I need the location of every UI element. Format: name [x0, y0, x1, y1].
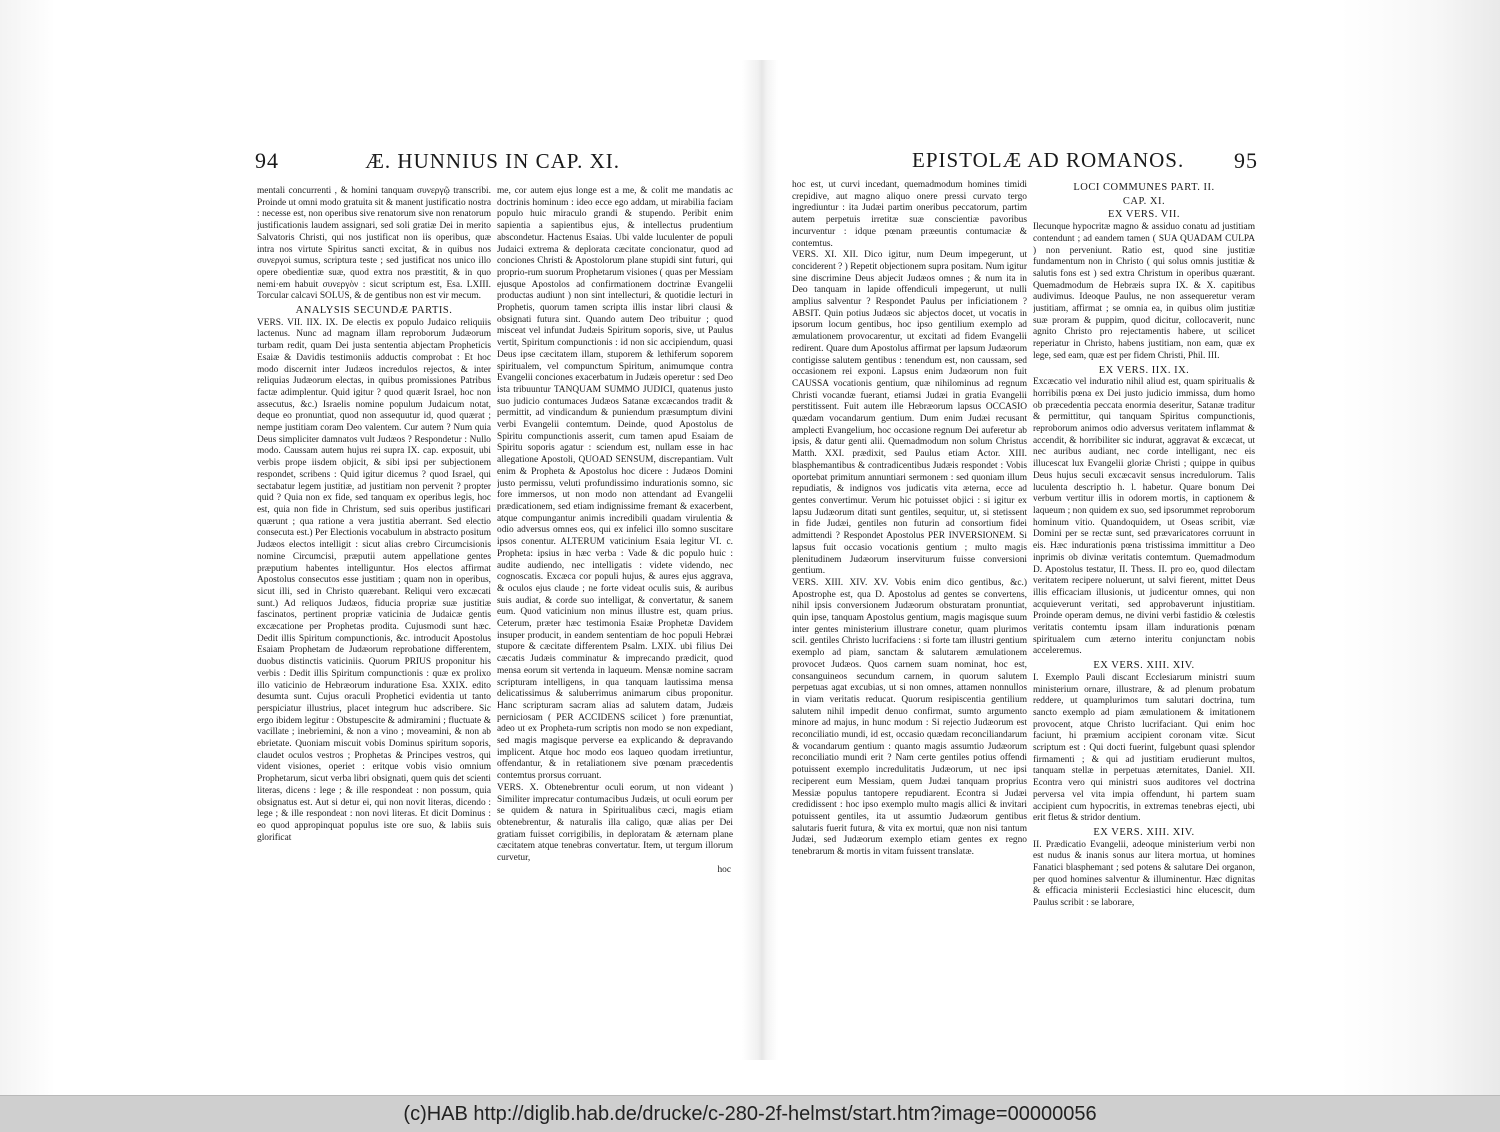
binding-gutter	[742, 60, 778, 1060]
left-page-edge	[0, 0, 55, 1095]
copyright-footer	[0, 1095, 1500, 1132]
section-heading: LOCI COMMUNES PART. II.	[1073, 182, 1215, 193]
section-heading: EX VERS. XIII. XIV.	[1093, 826, 1195, 838]
left-running-head	[255, 148, 725, 178]
right-running-head	[912, 148, 1258, 178]
paragraph: me, cor autem ejus longe est a me, & colit me mandatis ac doctrinis hominum : ideo ecce ego addam, ut mirabilia faciam populo huic miraculo grandi & stupendo. Peribit enim sapientia a sapientibus ejus, & intellectus prudentium abscondetur. Hactenus Esaias. Ubi valde luculenter de populi Judaici extrema & deplorata cæcitate concionatur, quod ad conciones Christi & Apostolorum plane stupidi sint futuri, qui proprio-rum suorum Prophetarum visiones ( quas per Messiam ejusque Apostolos ad confirmationem doctrinæ Evangelii productas audiunt ) non sint intellecturi, & quotidie lecturi in Prophetis, quorum tamen scripta illis instar libri clausi & obsignati futura sint. Quando autem Deo tribuitur ; quod misceat vel infundat Judæis Spiritum soporis, sive, ut Paulus vertit, Spiritum compunctionis : id non sic accipiendum, quasi Deus ipse cæcitatem illam, stuporem & lethiferum soporem spiritualem, vel compunctum Spiritum, animumque contra Evangelii conciones exacerbatum in Judæis operetur : sed Deo ista tribuuntur TANQUAM SUMMO JUDICI, quatenus justo suo judicio contumaces Judæos Satanæ excæcandos tradit & permittit, ad vindicandum & puniendum præsumptum divini verbi Evangelii contemtum. Deinde, quod Apostolus de Spiritu compunctionis asserit, cum tamen apud Esaiam de Spiritu soporis agatur : sciendum est, nullam esse in hac allegatione Apostoli, QUOAD SENSUM, discrepantiam. Vult enim & Propheta & Apostolus hoc dicere : Judæos Domini justo permissu, veluti profundissimo indurationis somno, sic fore immersos, ut non modo non attendant ad Evangelii prædicationem, sed etiam indignissime fremant & exacerbent, atque compungantur animis incredibili quadam virulentia & odio adversus omnes eos, qui ex infelici illo somno suscitare ipsos conentur. ALTERUM vaticinium Esaia legitur VI. c. Propheta: ipsius in hæc verba : Vade & dic populo huic : audite audiendo, nec intelligatis : videte videndo, nec cognoscatis. Excæca cor populi hujus, & aures ejus aggrava, & oculos ejus claude ; ne forte videat oculis suis, & auribus suis audiat, & corde suo intelligat, & convertatur, & sanem eum. Quod vaticinium non minus illustre est, quam prius. Ceterum, præter hæc testimonia Esaiæ Prophetæ Davidem insuper producit, in eandem sententiam de hoc populi Hebræi stupore & cæcitate differentem Psalm. LXIX. ubi filius Dei cæcatis Judæis comminatur & imprecando prædicit, quod mensa eorum sit vertenda in laqueum. Mensæ nomine sacram scripturam intelligens, in qua tanquam lautissima mensa delicatissimus & saluberrimus animarum cibus proponitur. Hanc scripturam sacram alias ad salutem datam, Judæis perniciosam ( PER ACCIDENS scilicet ) fore prænuntiat, adeo ut ex Propheta-rum scriptis non modo se non expediant, sed magis magisque perverse ea explicando & depravando implicent. Atque hoc modo eos laqueo quodam irretiuntur, offendantur, & in retaliationem sive pœnam præcedentis contemtus prorsus corruant.	[497, 186, 733, 782]
right-running-title: EPISTOLÆ AD ROMANOS.	[912, 148, 1185, 172]
paragraph: Excæcatio vel induratio nihil aliud est, quam spiritualis & horribilis pœna ex Dei justo judicio immissa, dum homo ob præcedentia peccata enormia deseritur, Satanæ traditur & permittitur, qui tanquam Spiritus compunctionis, reproborum animos odio adversus veritatem inflammat & accendit, & horribiliter sic indurat, aggravat & excæcat, ut nec auribus audiant, nec corde intelligant, nec eis illucescat lux Evangelii gloriæ Christi ; quippe in quibus Deus hujus seculi excæcavit sensus incredulorum. Talis luculenta descriptio h. l. habetur. Quare bonum Dei verbum vertitur illis in odorem mortis, in captionem & laqueum ; non quidem ex suo, sed ipsorummet reproborum hominum vitio. Quandoquidem, ut Oseas scribit, viæ Domini per se rectæ sunt, sed prævaricatores corruunt in eis. Hæc indurationis pœna tristissima immittitur a Deo inprimis ob divinæ veritatis contemtum. Quemadmodum D. Apostolus testatur, II. Thess. II. pro eo, quod dilectam veritatem recipere noluerunt, ut salvi fierent, mittet Deus illis efficaciam illusionis, ut judicentur omnes, qui non acquieverunt veritati, sed approbaverunt injustitiam. Proinde operam demus, ne divini verbi fastidio & cœlestis veritatis contemtu ipsam illam indurationis pœnam spiritualem cum æterno interitu conjunctam nobis acceleremus.	[1033, 377, 1255, 657]
left-page-column-2	[497, 186, 733, 989]
section-heading: EX VERS. XIII. XIV.	[1093, 660, 1195, 672]
footer-source-url: (c)HAB http://diglib.hab.de/drucke/c-280-2f-helmst/start.htm?image=00000056	[403, 1103, 1097, 1125]
right-page-column-2	[1033, 180, 1255, 980]
paragraph: VERS. XIII. XIV. XV. Vobis enim dico gentibus, &c.) Apostrophe est, qua D. Apostolus ad gentes se convertens, nihil ipsis conversionem Judæorum obsturatam pronuntiat, quin ipse, tanquam Apostolus gentium, magis magisque suum inter gentes ministerium illustrare conetur, quam plurimos scil. gentiles Christo lucrifaciens : si forte tam illustri gentium exemplo ad piam, sanctam & salutarem æmulationem provocet Judæos. Quos carnem suam nominat, hoc est, consanguineos secundum carnem, in quorum salutem perpetuas agat excubias, ut si non omnes, attamen nonnullos in viam veritatis reducat. Quorum resipiscentia gentilium salutem nihil impedit denuo confirmat, sumto argumento minore ad majus, in hunc modum : Si rejectio Judæorum est reconciliatio mundi, id est, occasio quædam reconciliandarum & vocandarum gentium : quanto magis assumtio Judæorum reconciliatio mundi erit ? Nam certe gentiles potius offendi potuissent exemplo incredulitatis Judæorum, ut nec ipsi reciperent eum Messiam, quem Judæi tanquam proprius Messiæ populus tantopere repudiarent. Econtra si Judæi credidissent : hoc ipso exemplo multo magis allici & invitari potuissent gentiles, ita ut assumtio Judæorum gentibus salutaris fuerit futura, & vita ex mortui, quæ non nisi tantum Judæi, sed Judæorum exemplo etiam gentes ex regno tenebrarum & mortis in vitam fuissent translatæ.	[792, 577, 1027, 858]
paragraph: VERS. VII. IIX. IX. De electis ex populo Judaico reliquiis lactenus. Nunc ad magnam illam reproborum Judæorum turbam redit, quam Dei justa sententia abjectam Propheticis Esaiæ & Davidis testimoniis adductis comprobat : Et hoc modo discernit inter Judæos incredulos rejectos, & inter reliquias Judæorum electas, in quibus promissiones Patribus factæ adimplentur. Quid igitur ? quod quærit Israel, hoc non assecutus, &c.) Israelis nomine populum Judaicum notat, deque eo pronuntiat, quod non assequutur id, quod quærat ; nempe justitiam coram Deo valentem. Cur autem ? Num quia Deus simpliciter damnatos vult Judæos ? Respondetur : Nullo modo. Caussam autem hujus rei supra IX. cap. exposuit, ubi verbis prope iisdem objicit, & sibi ipsi per subjectionem respondet, scribens : Quid igitur dicemus ? quod Israel, qui sectabatur legem justitiæ, ad justitiam non pervenit ? propter quid ? Quia non ex fide, sed tanquam ex operibus legis, hoc est, quia non fide in Christum, sed suis operibus justificari quærunt ; qua ratione a vera justitia aberrant. Sed electio consecuta est.) Per Electionis vocabulum in abstracto positum Judæos electos intelligit : sicut alias crebro Circumcisionis nomine Circumcisi, præputii autem appellatione gentes præputium habentes intelliguntur. Hos electos affirmat Apostolus consecutos esse justitiam ; quam non in operibus, sicut illi, sed in Christo quærebant. Reliqui vero excæcati sunt.) Ad reliquos Judæos, fiducia propriæ suæ justitiæ fascinatos, pertinent propriæ vaticinia de Judaicæ gentis excæcatione per Prophetas prodita. Cujusmodi sunt hæc. Dedit illis Spiritum compunctionis, &c. introducit Apostolus Esaiam Prophetam de Judæorum reprobatione differentem, duobus distinctis vaticiniis. Quorum PRIUS proponitur his verbis : Dedit illis Spiritum compunctionis : quæ ex prolixo illo vaticinio de Hebræorum induratione Esa. XXIX. edito desumta sunt. Cujus oraculi Prophetici evidentia ut tanto perspiciatur illustrius, placet integrum huc adscribere. Sic ergo ibidem legitur : Obstupescite & admiramini ; fluctuate & vacillate ; inebriemini, & non a vino ; moveamini, & non ab ebrietate. Quoniam miscuit vobis Dominus spiritum soporis, claudet oculos vestros ; Prophetas & Principes vestros, qui vident visiones, operiet : eritque vobis visio omnium Prophetarum, sicut verba libri obsignati, quem quis det scienti literas, dicens : lege ; & ille respondeat : non possum, quia obsignatus est. Aut si detur ei, qui non novit literas, dicendo : lege ; & ille respondeat : non novi literas. Et dicit Dominus : eo quod appropinquat populus iste ore suo, & labiis suis glorificat	[257, 317, 491, 843]
section-heading: EX VERS. VII.	[1107, 209, 1181, 221]
left-running-title: Æ. HUNNIUS IN CAP. XI.	[365, 149, 621, 173]
paragraph: II. Prædicatio Evangelii, adeoque ministerium verbi non est nudus & inanis sonus aur litera mortua, ut homines Fanatici blasphemant ; sed potens & salutare Dei organon, per quod homines salventur & illuminentur. Hæc dignitas & efficacia ministerii Ecclesiastici hinc elucescit, dum Paulus scribit : se laborare,	[1033, 839, 1255, 909]
paragraph: hoc est, ut curvi incedant, quemadmodum homines timidi crepidive, aut magno aliquo onere pressi curvato tergo ingrediuntur : ita Judæi partim oneribus peccatorum, partim autem perpetuis irretitæ suæ conscientiæ pavoribus incurventur : idque pœnam præeuntis contumaciæ & contemtus.	[792, 180, 1027, 249]
catchword: hoc	[717, 864, 731, 875]
right-page-number: 95	[1234, 148, 1258, 173]
right-page-column-1	[792, 180, 1027, 980]
paragraph: VERS. X. Obtenebrentur oculi eorum, ut non videant ) Similiter imprecatur contumacibus Judæis, ut oculi eorum per se quidem & natura in Spiritualibus cæci, magis etiam obtenebrentur, & naturalis illa caligo, quæ alias per Dei gratiam fuisset corrigibilis, in deploratam & æternam plane cæcitatem atque tenebras convertatur. Item, ut tergum illorum curvetur,	[497, 782, 733, 864]
paragraph: mentali concurrenti , & homini tanquam συνεργῷ transcribi. Proinde ut omni modo gratuita sit & manent justificatio nostra : necesse est, non operibus sive renatorum sive non renatorum justificationis laudem assignari, sed soli gratiæ Dei in merito Salvatoris Christi, qui nos justificat non iis operibus, quæ intra nos virtute Spiritus sancti excitat, & in quibus nos συνεργοὶ sumus, scriptura teste ; sed justificat nos unico illo opere obedientiæ suæ, quod extra nos præstitit, & in quo nemi·em habuit συνεργὸν : sicut scriptum est, Esa. LXIII. Torcular calcavi SOLUS, & de gentibus non est vir mecum.	[257, 186, 491, 302]
section-heading: EX VERS. IIX. IX.	[1098, 364, 1190, 376]
paragraph: Ilecunque hypocritæ magno & assiduo conatu ad justitiam contendunt ; ad eandem tamen ( SUA QUADAM CULPA ) non perveniunt. Ratio est, quod sine justitiæ fundamentum non in Christo ( qui solus omnis justitiæ & salutis fons est ) sed extra Christum in operibus quærant. Quemadmodum de Hebræis supra IX. & X. capitibus audivimus. Ideoque Paulus, ne non assequeretur veram justitiam, affirmat ; se omnia ea, in quibus olim justitiæ suæ proram & puppim, quod dicitur, collocaverit, nunc agnito Christo pro rejectamentis habere, ut scilicet reperiatur in Christo, habens justitiam, non eam, quæ ex lege, sed eam, quæ est per fidem Christi, Phil. III.	[1033, 222, 1255, 361]
section-heading: ANALYSIS SECUNDÆ PARTIS.	[295, 305, 453, 317]
paragraph: I. Exemplo Pauli discant Ecclesiarum ministri suum ministerium ornare, illustrare, & ad plenum probatum reddere, ut quamplurimos tum salutari doctrina, tum sancto exemplo ad piam æmulationem & imitationem provocent, atque Christo lucrifaciant. Qui enim hoc faciunt, hi præmium accipient coronam vitæ. Sicut scriptum est : Qui docti fuerint, fulgebunt quasi splendor firmamenti ; & qui ad justitiam erudierunt multos, tanquam stellæ in perpetuas æternitates, Daniel. XII. Econtra vero qui ministri suos auditores vel doctrina perversa vel vita impia offendunt, hi partem suam accipient cum hypocritis, in extremas tenebras ejecti, ubi erit fletus & stridor dentium.	[1033, 672, 1255, 824]
left-page-column-1	[257, 186, 491, 989]
left-page-number: 94	[255, 148, 279, 173]
paragraph: VERS. XI. XII. Dico igitur, num Deum impegerunt, ut conciderent ? ) Repetit objectionem supra positam. Num igitur sine discrimine Deus abjecit Judæos omnes ; & num ita in Deo tanquam in lapide offendiculi impegerunt, ut nulli amplius salventur ? Respondet Paulus per inficiationem ? ABSIT. Quin potius Judæos sic abjectos docet, ut vocatis in ipsorum locum gentibus, hoc ipso gentilium exemplo ad æmulationem provocarentur, ut excitati ad fidem Evangelii redirent. Quare dum Apostolus affirmat per lapsum Judæorum contigisse salutem gentibus : tenendum est, non caussam, sed occasionem rei exponi. Lapsus enim Judæorum non fuit CAUSSA vocationis gentium, quæ nihilominus ad regnum Christi vocandæ fuerant, etiamsi Judæi in gratia Evangelii perstitissent. Fuit autem ille Hebræorum lapsus OCCASIO quædam vocandarum gentium. Dum enim Judæi recusant amplecti Evangelium, hoc occasione regnum Dei auferetur ab ipsis, & datur genti alii. Quemadmodum non solum Christus Matth. XXI. prædixit, sed Paulus etiam Actor. XIII. blasphemantibus & contradicentibus Judæis respondet : Vobis oportebat primitum annuntiari sermonem : sed quoniam illum repudiatis, & indignos vos judicatis vita æterna, ecce ad gentes convertimur. Verum hic potuisset objici : si igitur ex lapsu Judæorum ditati sunt gentiles, sequitur, ut, si stetissent in fide Judæi, gentiles non futurin ad consortium fidei admittendi ? Respondet Apostolus PER INVERSIONEM. Si lapsus fuit occasio vocationis gentium ; multo magis plenitudinem Judæorum inserviturum fuisse conversioni gentium.	[792, 250, 1027, 577]
right-page-edge	[1340, 0, 1500, 1095]
section-heading: CAP. XI.	[1122, 195, 1166, 207]
